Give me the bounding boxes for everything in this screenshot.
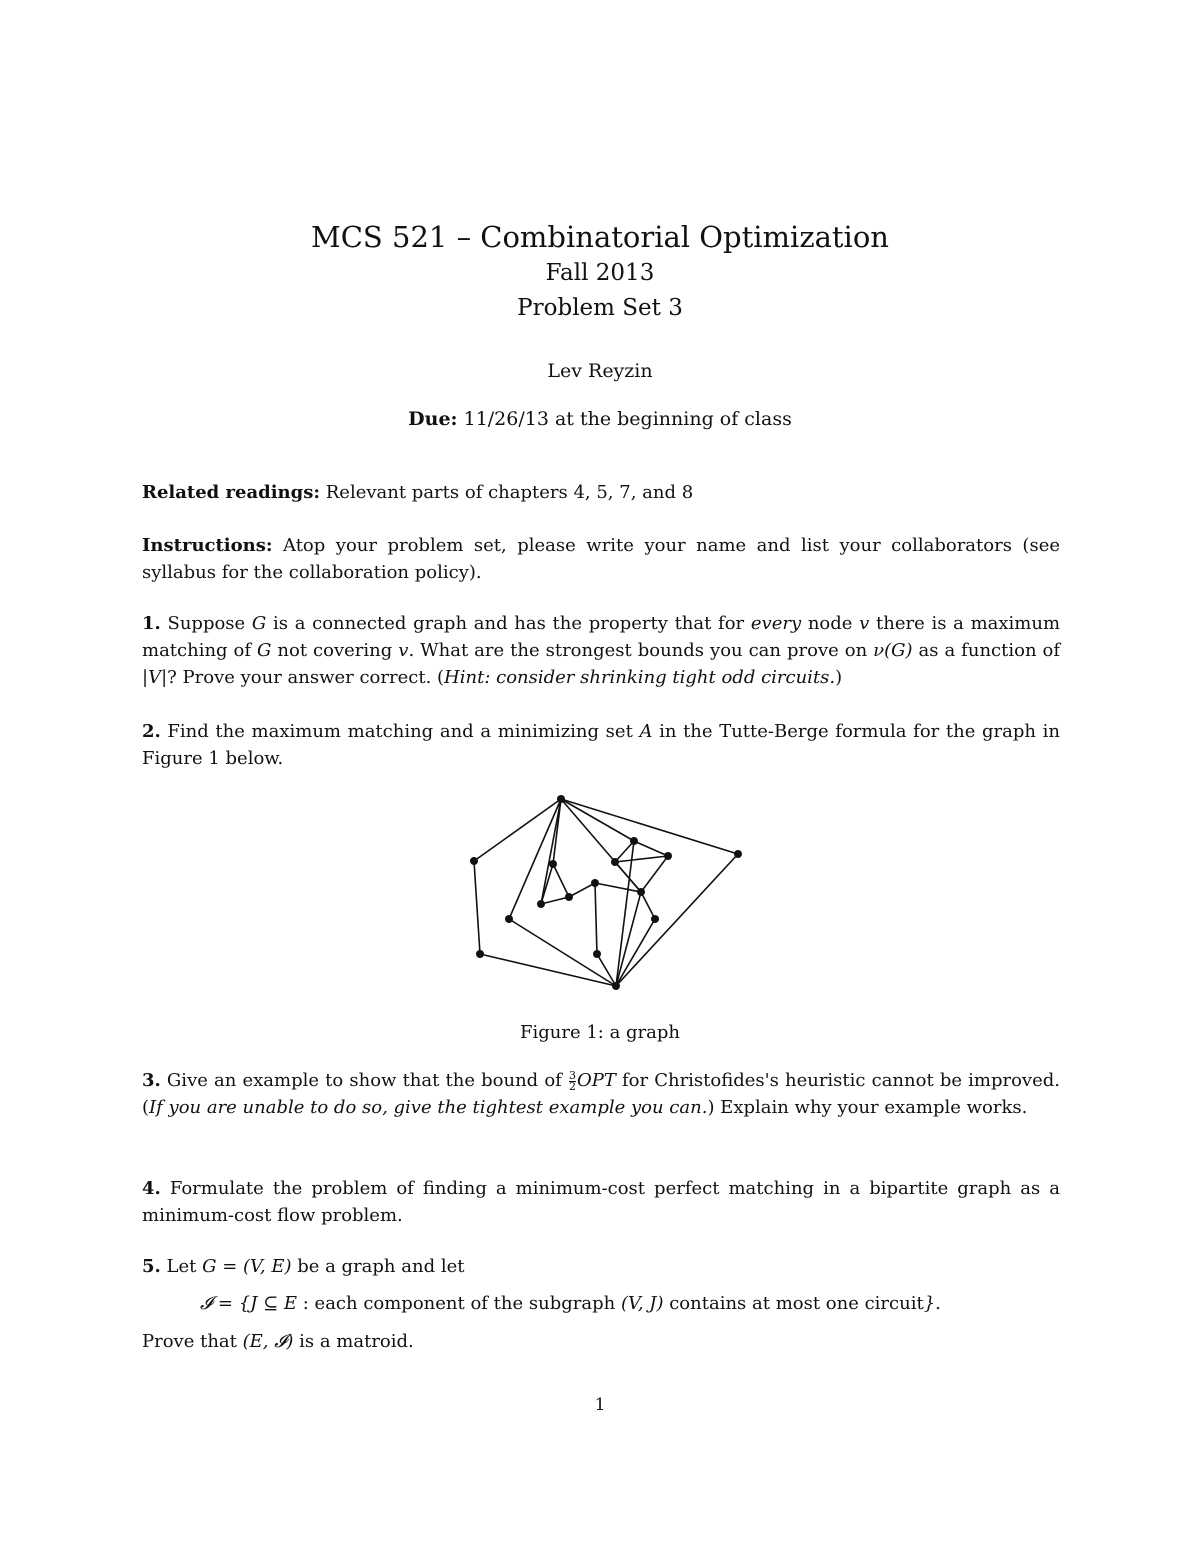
graph-edge <box>641 892 655 919</box>
graph-edge <box>561 799 738 854</box>
problem-5 <box>142 1253 1060 1280</box>
problem-5-conclusion <box>142 1328 1060 1355</box>
graph-node <box>537 900 545 908</box>
fraction-denominator: 2 <box>568 1079 576 1093</box>
due-text: 11/26/13 at the beginning of class <box>457 408 792 430</box>
graph-edge <box>595 883 597 954</box>
problem-text: Find the maximum matching and a minimizing set <box>160 721 640 742</box>
graph-node <box>505 915 513 923</box>
math: (E, 𝓘) <box>242 1331 294 1352</box>
related-readings <box>142 479 1060 506</box>
graph-node <box>549 860 557 868</box>
math: |V| <box>142 667 168 688</box>
readings-text: Relevant parts of chapters 4, 5, 7, and 8 <box>320 482 694 503</box>
problem-text: for Christofides's heuristic cannot be improved. ( <box>142 1070 1060 1118</box>
hint: If you are unable to do so, give the tightest example you can. <box>149 1097 708 1118</box>
math: v <box>859 613 870 634</box>
graph-node <box>470 857 478 865</box>
problem-text: Prove that <box>142 1331 243 1352</box>
due-line <box>0 408 1200 430</box>
math: (V, J) <box>620 1293 664 1314</box>
problem-text: ? Prove your answer correct. ( <box>167 667 445 688</box>
problem-number: 4. <box>142 1178 161 1199</box>
math: A <box>639 721 653 742</box>
graph-edge <box>480 954 616 986</box>
graph-edge <box>569 883 595 897</box>
problem-text: node <box>801 613 860 634</box>
graph-node <box>557 795 565 803</box>
page-number: 1 <box>594 1395 606 1415</box>
problem-1 <box>142 610 1060 691</box>
term: Fall 2013 <box>545 260 655 286</box>
problem-number: 5. <box>142 1256 161 1277</box>
graph-node <box>593 950 601 958</box>
graph-node <box>611 858 619 866</box>
problem-3 <box>142 1067 1060 1121</box>
fraction-numerator: 3 <box>568 1068 576 1082</box>
problem-text: is a connected graph and has the property that for <box>266 613 751 634</box>
math: 𝓘 = {J ⊆ E <box>200 1293 298 1314</box>
graph-edge <box>541 799 561 904</box>
math: G <box>257 640 272 661</box>
problem-text: in the Tutte-Berge formula for the graph in Figure 1 below. <box>142 721 1060 769</box>
fraction <box>568 1068 576 1093</box>
graph-edge <box>474 861 480 954</box>
math: G = (V, E) <box>202 1256 292 1277</box>
problem-number: 2. <box>142 721 161 742</box>
instructions-text: Atop your problem set, please write your name and list your collaborators (see syllabus for the collaboration policy). <box>142 535 1060 583</box>
due-label: Due: <box>408 408 458 430</box>
problem-4 <box>142 1175 1060 1229</box>
graph-figure <box>0 790 1200 1000</box>
graph-edge <box>553 864 569 897</box>
problem-text: . What are the strongest bounds you can prove on <box>408 640 874 661</box>
figure-caption: Figure 1: a graph <box>519 1022 680 1043</box>
graph-edge <box>597 954 616 986</box>
problem-5-display-math <box>200 1290 1060 1317</box>
hint: Hint: consider shrinking tight odd circuits. <box>444 667 836 688</box>
problem-text: : each component of the subgraph <box>297 1293 621 1314</box>
graph-node <box>591 879 599 887</box>
math: G <box>251 613 267 634</box>
math: ν(G) <box>873 640 913 661</box>
graph-node <box>651 915 659 923</box>
graph-edge <box>641 856 668 892</box>
problem-text: Let <box>160 1256 203 1277</box>
emphasis: every <box>750 613 802 634</box>
instructions-label: Instructions: <box>142 535 273 556</box>
document-title: MCS 521 – Combinatorial Optimization <box>311 220 889 254</box>
problem-2 <box>142 718 1060 772</box>
math: }. <box>923 1293 941 1314</box>
graph-node <box>612 982 620 990</box>
graph-edge <box>616 919 655 986</box>
graph-node <box>630 837 638 845</box>
readings-label: Related readings: <box>142 482 321 503</box>
math: OPT <box>576 1070 616 1091</box>
math: v <box>398 640 409 661</box>
problem-text: Suppose <box>160 613 252 634</box>
problem-text: Formulate the problem of finding a minimum-cost perfect matching in a bipartite graph as a minimum-cost flow problem. <box>142 1178 1060 1226</box>
problem-text: ) Explain why your example works. <box>707 1097 1028 1118</box>
graph-node <box>476 950 484 958</box>
problem-number: 1. <box>142 613 161 634</box>
graph-edges <box>474 799 738 986</box>
problem-text: be a graph and let <box>291 1256 465 1277</box>
graph-node <box>734 850 742 858</box>
graph-node <box>637 888 645 896</box>
problem-text: is a matroid. <box>293 1331 414 1352</box>
problem-text: not covering <box>271 640 399 661</box>
problem-text: ) <box>835 667 843 688</box>
problem-text: contains at most one circuit <box>663 1293 924 1314</box>
problem-number: 3. <box>142 1070 161 1091</box>
graph-edge <box>615 856 668 862</box>
graph-node <box>664 852 672 860</box>
graph-edge <box>561 799 634 841</box>
graph-edge <box>541 897 569 904</box>
graph-node <box>565 893 573 901</box>
problem-text: Give an example to show that the bound of <box>160 1070 568 1091</box>
problem-set-label: Problem Set 3 <box>517 295 683 321</box>
graph-edge <box>634 841 668 856</box>
author: Lev Reyzin <box>547 360 653 382</box>
problem-text: there is a maximum matching of <box>142 613 1061 661</box>
problem-text: as a function of <box>912 640 1061 661</box>
instructions <box>142 532 1060 586</box>
